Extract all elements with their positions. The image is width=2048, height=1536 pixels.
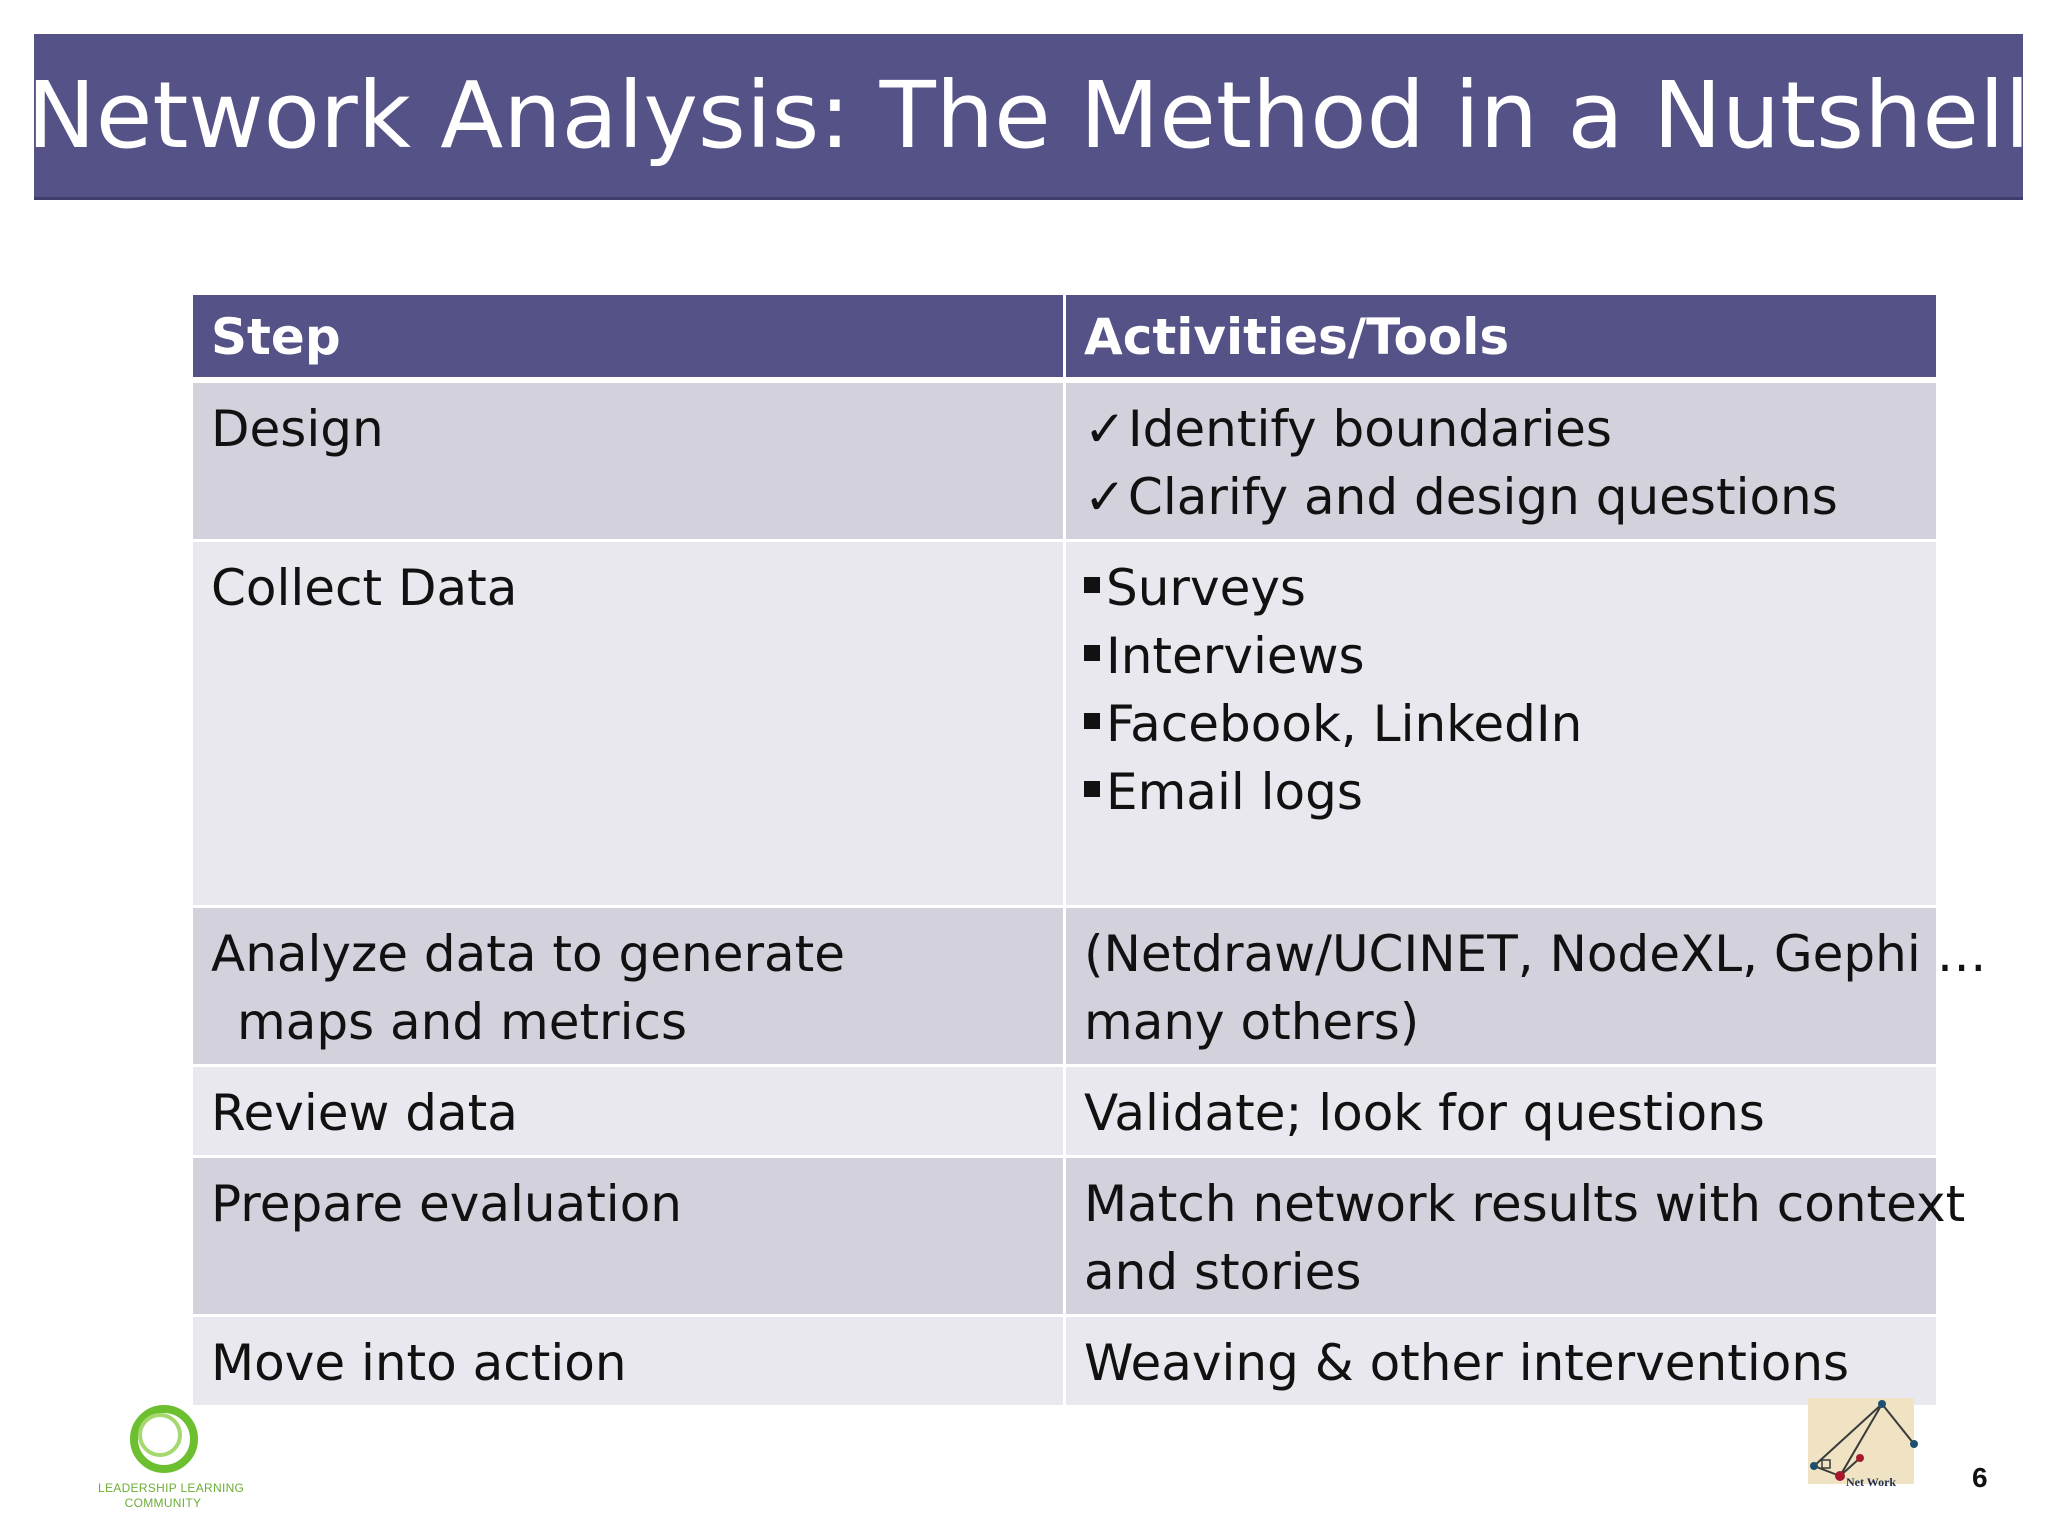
header-step: Step [192, 294, 1065, 381]
square-bullet-icon [1084, 713, 1100, 729]
activity-item [1084, 758, 1918, 826]
activity-text: Email logs [1106, 763, 1363, 821]
activity-item [1084, 622, 1918, 690]
step-cell [192, 1316, 1065, 1407]
activity-item [1084, 463, 1918, 531]
activity-text: (Netdraw/UCINET, NodeXL, Gephi … [1084, 925, 1987, 983]
table-row [192, 1066, 1938, 1157]
square-bullet-icon [1084, 645, 1100, 661]
square-bullet-icon [1084, 577, 1100, 593]
step-text: maps and metrics [237, 993, 688, 1051]
title-bar [26, 34, 2031, 200]
table-row [192, 1316, 1938, 1407]
logo-caption [98, 1481, 245, 1511]
activity-cell [1065, 380, 1938, 541]
activity-item [1084, 554, 1918, 622]
inner-circle-icon [138, 1413, 182, 1457]
node-icon [1810, 1462, 1818, 1470]
step-cell [192, 907, 1065, 1066]
activity-text: Identify boundaries [1127, 400, 1612, 458]
activity-text: Validate; look for questions [1084, 1084, 1765, 1142]
table-header-row [192, 294, 1938, 381]
activity-text: Facebook, LinkedIn [1106, 695, 1583, 753]
activity-text: Weaving & other interventions [1084, 1334, 1850, 1392]
step-text: Review data [211, 1084, 518, 1142]
activity-cell [1065, 1066, 1938, 1157]
activity-text: and stories [1084, 1243, 1362, 1301]
step-text: Design [211, 400, 384, 458]
leadership-learning-community-logo [98, 1405, 245, 1515]
activity-text: Interviews [1106, 627, 1365, 685]
header-activities: Activities/Tools [1065, 294, 1938, 381]
node-icon [1835, 1471, 1845, 1481]
table-row [192, 380, 1938, 541]
step-cell [192, 541, 1065, 907]
activity-text: Match network results with context [1084, 1175, 1966, 1233]
node-icon [1856, 1454, 1864, 1462]
step-cell [192, 1066, 1065, 1157]
activity-text: many others) [1084, 993, 1420, 1051]
step-text: Analyze data to generate [211, 925, 846, 983]
activity-item [1084, 395, 1918, 463]
table-row [192, 1157, 1938, 1316]
activity-cell [1065, 541, 1938, 907]
step-cell [192, 1157, 1065, 1316]
step-cell [192, 380, 1065, 541]
step-text: Prepare evaluation [211, 1175, 682, 1233]
check-icon: ✓ [1084, 468, 1126, 526]
table-row [192, 541, 1938, 907]
node-icon [1910, 1440, 1918, 1448]
square-bullet-icon [1084, 781, 1100, 797]
table-row [192, 907, 1938, 1066]
net-work-label: Net Work [1846, 1475, 1897, 1488]
activity-text: Clarify and design questions [1127, 468, 1838, 526]
page-number: 6 [1972, 1462, 1988, 1493]
method-table [190, 292, 1987, 1408]
slide-title: Network Analysis: The Method in a Nutshell [26, 62, 2031, 169]
logo-caption-line2: COMMUNITY [124, 1496, 202, 1510]
step-text: Collect Data [211, 559, 518, 617]
activity-cell [1065, 1157, 1966, 1316]
node-icon [1878, 1400, 1886, 1408]
net-work-logo [1800, 1396, 1918, 1488]
activity-text: Surveys [1106, 559, 1306, 617]
activity-item [1084, 690, 1918, 758]
activity-cell [1065, 907, 1987, 1066]
logo-caption-line1: LEADERSHIP LEARNING [98, 1481, 245, 1495]
step-text: Move into action [211, 1334, 627, 1392]
activity-cell [1065, 1316, 1938, 1407]
check-icon: ✓ [1084, 400, 1126, 458]
